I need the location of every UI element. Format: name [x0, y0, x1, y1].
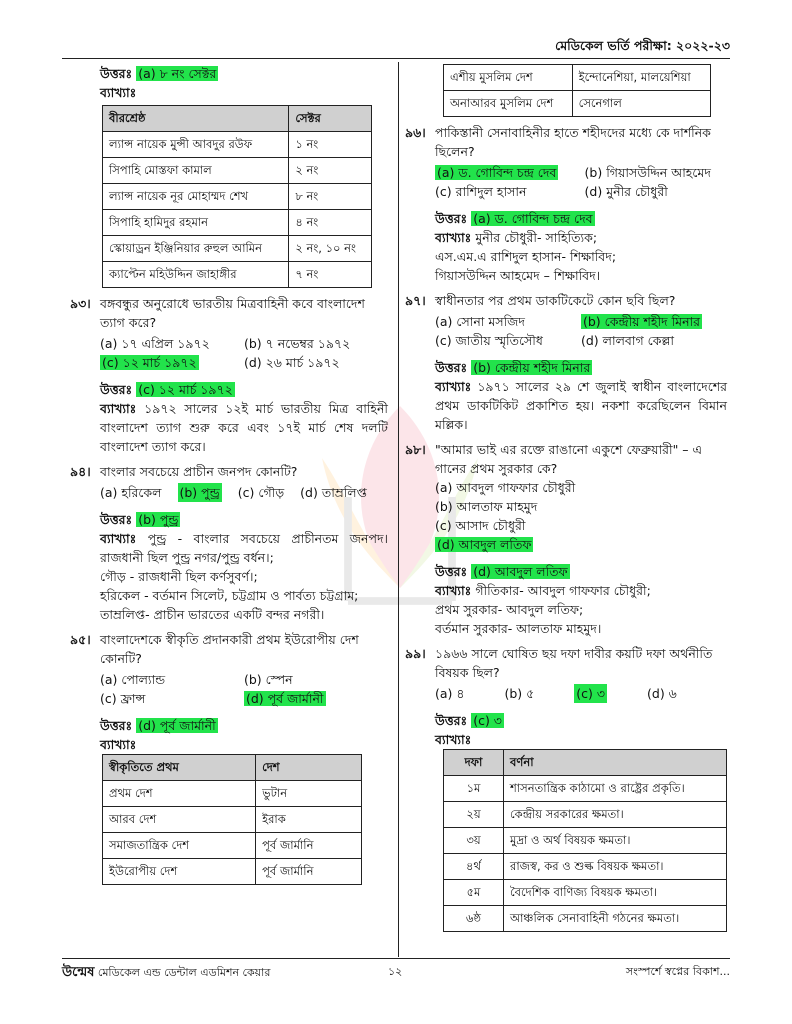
- table-row: সিপাহি মোস্তফা কামাল ২ নং: [103, 158, 372, 184]
- answer-98: উত্তরঃ (d) আবদুল লতিফ: [435, 564, 568, 579]
- table-row: এশীয় মুসলিম দেশ ইন্দোনেশিয়া, মালয়েশিয়া: [444, 65, 711, 91]
- question-93: ৯৩। বঙ্গবন্ধুর অনুরোধে ভারতীয় মিত্রবাহিনী কবে বাংলাদেশ ত্যাগ করে?: [70, 296, 365, 330]
- explanation-94: ব্যাখ্যাঃ পুন্ড্র - বাংলার সবচেয়ে প্রাচীনতম জনপদ। রাজধানী ছিল পুন্ড্র নগর/পুন্ড্র বর্ধন।; গৌড় - রাজধানী ছিল কর্ণসুবর্ণ।; হরিকেল - বর্তমান সিলেট, চট্টগ্রাম ও পার্বত্য চট্টগ্রাম; তাম্রলিপ্ত- প্রাচীন ভারতের একটি বন্দর নগরী।: [100, 531, 388, 622]
- left-column: উত্তরঃ (a) ৮ নং সেক্টর ব্যাখ্যাঃ বীরশ্রেষ্ঠ সেক্টর ল্যান্স নায়েক মুন্সী আবদুর রউফ ১ নং সিপাহি মোস্তফা কামাল ২ নং ল্যান্স নায়েক নূর মোহাম্মদ শেখ ৮ নং সিপাহি হামিদুর রহমান ৪ নং স্কোয়াড্রন ইঞ্জিনিয়ার রুহুল আমিন ২ নং, ১০ নং ক্যাপ্টেন মহিউদ্দিন জাহাঙ্গীর ৭ নং ৯৩। বঙ্গবন্ধুর অনুরোধে ভারতীয় মিত্রবাহিনী কবে বাংলাদেশ ত্যাগ করে? (a) ১৭ এপ্রিল ১৯৭২ (b) ৭ নভেম্বর ১৯৭২ (c) ১২ মার্চ ১৯৭২ (d) ২৬ মার্চ ১৯৭২ উত্তরঃ (c) ১২ মার্চ ১৯৭২ ব্যাখ্যাঃ ১৯৭২ সালের ১২ই মার্চ ভারতীয় মিত্র বাহিনী বাংলাদেশ ত্যাগ শুরু করে এবং ১৭ই মার্চ শেষ দলটি বাংলাদেশ ত্যাগ করে। ৯৪। বাংলার সবচেয়ে প্রাচীন জনপদ কোনটি? (a) হরিকেল (b) পুন্ড্র (c) গৌড় (d) তাম্রলিপ্ত উত্তরঃ (b) পুন্ড্র ব্যাখ্যাঃ পুন্ড্র - বাংলার সবচেয়ে প্রাচীনতম জনপদ। রাজধানী ছিল পুন্ড্র নগর/পুন্ড্র বর্ধন।; গৌড় - রাজধানী ছিল কর্ণসুবর্ণ।; হরিকেল - বর্তমান সিলেট, চট্টগ্রাম ও পার্বত্য চট্টগ্রাম; তাম্রলিপ্ত- প্রাচীন ভারতের একটি বন্দর নগরী। ৯৫। বাংলাদেশকে স্বীকৃতি প্রদানকারী প্রথম ইউরোপীয় দেশ কোনটি? (a) পোল্যান্ড (b) স্পেন (c) ফ্রান্স (d) পূর্ব জার্মানী উত্তরঃ (d) পূর্ব জার্মানী ব্যাখ্যাঃ স্বীকৃতিতে প্রথম দেশ প্রথম দেশ ভুটান আরব দেশ ইরাক সমাজতান্ত্রিক দেশ পূর্ব জার্মানি ইউরোপীয় দেশ পূর্ব জার্মানি: [70, 64, 388, 885]
- footer-divider: [62, 958, 730, 959]
- footer-brand: উন্মেষ মেডিকেল এন্ড ডেন্টাল এডমিশন কেয়ার: [62, 965, 271, 980]
- table-row: ৩য় মুদ্রা ও অর্থ বিষয়ক ক্ষমতা।: [444, 828, 727, 854]
- answer-94: উত্তরঃ (b) পুন্ড্র: [100, 512, 179, 527]
- header-divider: [62, 58, 730, 59]
- options-95: (a) পোল্যান্ড (b) স্পেন (c) ফ্রান্স (d) পূর্ব জার্মানী: [100, 672, 324, 706]
- answer-95: উত্তরঃ (d) পূর্ব জার্মানী: [100, 718, 216, 733]
- table-row: ৫ম বৈদেশিক বাণিজ্য বিষয়ক ক্ষমতা।: [444, 880, 727, 906]
- table-row: ল্যান্স নায়েক মুন্সী আবদুর রউফ ১ নং: [103, 132, 372, 158]
- table-row: স্কোয়াড্রন ইঞ্জিনিয়ার রুহুল আমিন ২ নং, ১০ নং: [103, 236, 372, 262]
- six-point-table: দফা বর্ণনা ১ম শাসনতান্ত্রিক কাঠামো ও রাষ্ট্রের প্রকৃতি। ২য় কেন্দ্রীয় সরকারের ক্ষমতা। ৩য় মুদ্রা ও অর্থ বিষয়ক ক্ষমতা। ৪র্থ রাজস্ব, কর ও শুল্ক বিষয়ক ক্ষমতা। ৫ম বৈদেশিক বাণিজ্য বিষয়ক ক্ষমতা। ৬ষ্ঠ আঞ্চলিক সেনাবাহিনী গঠনের ক্ষমতা।: [443, 749, 727, 932]
- options-93: (a) ১৭ এপ্রিল ১৯৭২ (b) ৭ নভেম্বর ১৯৭২ (c) ১২ মার্চ ১৯৭২ (d) ২৬ মার্চ ১৯৭২: [100, 336, 351, 370]
- table-row: সিপাহি হামিদুর রহমান ৪ নং: [103, 210, 372, 236]
- options-94: (a) হরিকেল (b) পুন্ড্র (c) গৌড় (d) তাম্রলিপ্ত: [100, 485, 367, 500]
- question-95: ৯৫। বাংলাদেশকে স্বীকৃতি প্রদানকারী প্রথম ইউরোপীয় দেশ কোনটি?: [70, 632, 359, 666]
- muslim-country-table: [443, 64, 711, 117]
- table-row: ৬ষ্ঠ আঞ্চলিক সেনাবাহিনী গঠনের ক্ষমতা।: [444, 906, 727, 932]
- answer-92: উত্তরঃ (a) ৮ নং সেক্টর: [100, 66, 217, 81]
- question-98: ৯৮। "আমার ভাই এর রক্তে রাঙানো একুশে ফেব্রুয়ারী" – এ গানের প্রথম সুরকার কে?: [405, 442, 703, 476]
- options-98: (a) আবদুল গাফফার চৌধুরী (b) আলতাফ মাহমুদ (c) আসাদ চৌধুরী (d) আবদুল লতিফ: [435, 480, 576, 552]
- sector-table: বীরশ্রেষ্ঠ সেক্টর ল্যান্স নায়েক মুন্সী আবদুর রউফ ১ নং সিপাহি মোস্তফা কামাল ২ নং ল্যান্স নায়েক নূর মোহাম্মদ শেখ ৮ নং সিপাহি হামিদুর রহমান ৪ নং স্কোয়াড্রন ইঞ্জিনিয়ার রুহুল আমিন ২ নং, ১০ নং ক্যাপ্টেন মহিউদ্দিন জাহাঙ্গীর ৭ নং: [102, 105, 372, 288]
- explanation-96: ব্যাখ্যাঃ মুনীর চৌধুরী- সাহিত্যিক; এস.এম.এ রাশিদুল হাসান- শিক্ষাবিদ; গিয়াসউদ্দিন আহমেদ – শিক্ষাবিদ।: [435, 230, 617, 283]
- answer-93: উত্তরঃ (c) ১২ মার্চ ১৯৭২: [100, 382, 233, 397]
- table-row: ল্যান্স নায়েক নূর মোহাম্মদ শেখ ৮ নং: [103, 184, 372, 210]
- options-99: (a) ৪ (b) ৫ (c) ৩ (d) ৬: [435, 686, 677, 701]
- table-row: অনাআরব মুসলিম দেশ সেনেগাল: [444, 91, 711, 117]
- table-row: আরব দেশ ইরাক: [103, 807, 362, 833]
- recognition-table: স্বীকৃতিতে প্রথম দেশ প্রথম দেশ ভুটান আরব দেশ ইরাক সমাজতান্ত্রিক দেশ পূর্ব জার্মানি ইউরোপীয় দেশ পূর্ব জার্মানি: [102, 754, 362, 885]
- column-divider: [398, 62, 399, 957]
- answer-96: উত্তরঃ (a) ড. গোবিন্দ চন্দ্র দেব: [435, 211, 593, 226]
- table-row: সমাজতান্ত্রিক দেশ পূর্ব জার্মানি: [103, 833, 362, 859]
- header-title: মেডিকেল ভর্তি পরীক্ষা: ২০২২-২৩: [555, 38, 730, 53]
- options-96: (a) ড. গোবিন্দ চন্দ্র দেব (b) গিয়াসউদ্দিন আহমেদ (c) রাশিদুল হাসান (d) মুনীর চৌধুরী: [435, 165, 711, 199]
- explanation-97: ব্যাখ্যাঃ ১৯৭১ সালের ২৯ শে জুলাই স্বাধীন বাংলাদেশের প্রথম ডাকটিকিট প্রকাশিত হয়। নকশা করেছিলেন বিমান মল্লিক।: [435, 379, 727, 432]
- table-row: ১ম শাসনতান্ত্রিক কাঠামো ও রাষ্ট্রের প্রকৃতি।: [444, 776, 727, 802]
- explanation-93: ব্যাখ্যাঃ ১৯৭২ সালের ১২ই মার্চ ভারতীয় মিত্র বাহিনী বাংলাদেশ ত্যাগ শুরু করে এবং ১৭ই মার্চ শেষ দলটি বাংলাদেশ ত্যাগ করে।: [100, 401, 388, 454]
- question-99: ৯৯। ১৯৬৬ সালে ঘোষিত ছয় দফা দাবীর কয়টি দফা অর্থনীতি বিষয়ক ছিল?: [405, 646, 713, 680]
- question-94: ৯৪। বাংলার সবচেয়ে প্রাচীন জনপদ কোনটি?: [70, 464, 298, 479]
- answer-97: উত্তরঃ (b) কেন্দ্রীয় শহীদ মিনার: [435, 360, 591, 375]
- table-row: ইউরোপীয় দেশ পূর্ব জার্মানি: [103, 859, 362, 885]
- question-96: ৯৬। পাকিস্তানী সেনাবাহিনীর হাতে শহীদদের মধ্যে কে দার্শনিক ছিলেন?: [405, 125, 711, 159]
- table-row: ৪র্থ রাজস্ব, কর ও শুল্ক বিষয়ক ক্ষমতা।: [444, 854, 727, 880]
- table-row: ২য় কেন্দ্রীয় সরকারের ক্ষমতা।: [444, 802, 727, 828]
- footer-slogan: সংস্পর্শে স্বপ্নের বিকাশ...: [625, 965, 730, 978]
- page-number: ১২: [388, 965, 403, 978]
- explanation-98: ব্যাখ্যাঃ গীতিকার- আবদুল গাফফার চৌধুরী; প্রথম সুরকার- আবদুল লতিফ; বর্তমান সুরকার- আলতাফ মাহমুদ।: [435, 583, 651, 636]
- table-row: প্রথম দেশ ভুটান: [103, 781, 362, 807]
- question-97: ৯৭। স্বাধীনতার পর প্রথম ডাকটিকেটে কোন ছবি ছিল?: [405, 293, 676, 308]
- table-row: ক্যাপ্টেন মহিউদ্দিন জাহাঙ্গীর ৭ নং: [103, 262, 372, 288]
- options-97: (a) সোনা মসজিদ (b) কেন্দ্রীয় শহীদ মিনার (c) জাতীয় স্মৃতিসৌধ (d) লালবাগ কেল্লা: [435, 314, 701, 348]
- answer-99: উত্তরঃ (c) ৩: [435, 713, 502, 728]
- explanation-label: ব্যাখ্যাঃ: [100, 85, 137, 100]
- right-column: এশীয় মুসলিম দেশ ইন্দোনেশিয়া, মালয়েশিয়া অনাআরব মুসলিম দেশ সেনেগাল ৯৬। পাকিস্তানী সেনাবাহিনীর হাতে শহীদদের মধ্যে কে দার্শনিক ছিলেন? (a) ড. গোবিন্দ চন্দ্র দেব (b) গিয়াসউদ্দিন আহমেদ (c) রাশিদুল হাসান (d) মুনীর চৌধুরী উত্তরঃ (a) ড. গোবিন্দ চন্দ্র দেব ব্যাখ্যাঃ মুনীর চৌধুরী- সাহিত্যিক; এস.এম.এ রাশিদুল হাসান- শিক্ষাবিদ; গিয়াসউদ্দিন আহমেদ – শিক্ষাবিদ। ৯৭। স্বাধীনতার পর প্রথম ডাকটিকেটে কোন ছবি ছিল? (a) সোনা মসজিদ (b) কেন্দ্রীয় শহীদ মিনার (c) জাতীয় স্মৃতিসৌধ (d) লালবাগ কেল্লা উত্তরঃ (b) কেন্দ্রীয় শহীদ মিনার ব্যাখ্যাঃ ১৯৭১ সালের ২৯ শে জুলাই স্বাধীন বাংলাদেশের প্রথম ডাকটিকিট প্রকাশিত হয়। নকশা করেছিলেন বিমান মল্লিক। ৯৮। "আমার ভাই এর রক্তে রাঙানো একুশে ফেব্রুয়ারী" – এ গানের প্রথম সুরকার কে? (a) আবদুল গাফফার চৌধুরী (b) আলতাফ মাহমুদ (c) আসাদ চৌধুরী (d) আবদুল লতিফ উত্তরঃ (d) আবদুল লতিফ ব্যাখ্যাঃ গীতিকার- আবদুল গাফফার চৌধুরী; প্রথম সুরকার- আবদুল লতিফ; বর্তমান সুরকার- আলতাফ মাহমুদ। ৯৯। ১৯৬৬ সালে ঘোষিত ছয় দফা দাবীর কয়টি দফা অর্থনীতি বিষয়ক ছিল? (a) ৪ (b) ৫ (c) ৩ (d) ৬ উত্তরঃ (c) ৩ ব্যাখ্যাঃ দফা বর্ণনা ১ম শাসনতান্ত্রিক কাঠামো ও রাষ্ট্রের প্রকৃতি। ২য় কেন্দ্রীয় সরকারের ক্ষমতা। ৩য় মুদ্রা ও অর্থ বিষয়ক ক্ষমতা। ৪র্থ রাজস্ব, কর ও শুল্ক বিষয়ক ক্ষমতা। ৫ম বৈদেশিক বাণিজ্য বিষয়ক ক্ষমতা। ৬ষ্ঠ আঞ্চলিক সেনাবাহিনী গঠনের ক্ষমতা।: [405, 64, 727, 932]
